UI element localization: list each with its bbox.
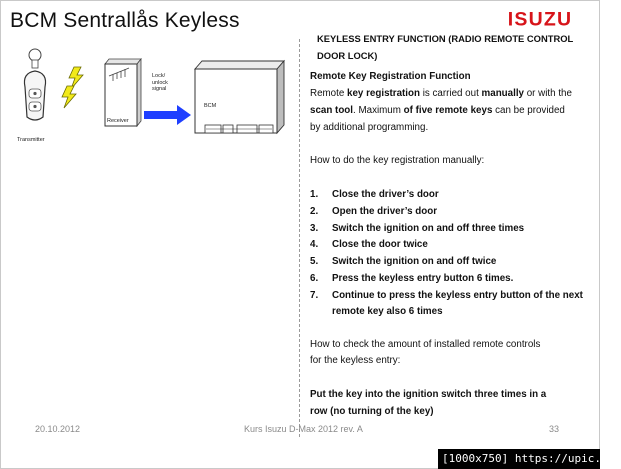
step-item: 1. Close the driver’s door (310, 189, 439, 200)
step-item: 6. Press the keyless entry button 6 times. (310, 273, 514, 284)
signal-label-line: signal (152, 86, 167, 93)
receiver-label: Receiver (107, 118, 129, 124)
heading-line: KEYLESS ENTRY FUNCTION (RADIO REMOTE CONTROL (317, 33, 574, 44)
key-fob-icon (24, 49, 45, 120)
check-line: How to check the amount of installed remote controls (310, 339, 541, 350)
signal-label-line: Lock/ (152, 73, 166, 79)
page-number: 33 (549, 424, 560, 434)
section-heading (317, 31, 593, 64)
column-divider (299, 39, 300, 437)
step-item: 4. Close the door twice (310, 239, 428, 250)
diagram-graphics (1, 41, 297, 161)
transmitter-label: Transmitter (17, 137, 45, 143)
subheading: Remote Key Registration Function (310, 71, 471, 82)
lightning-icon (62, 67, 83, 108)
system-diagram (1, 41, 297, 161)
logo-text: ISUZU (507, 8, 573, 31)
step-7-continuation: remote key also 6 times (332, 306, 443, 317)
watermark: [1000x750] https://upic.me/ (438, 449, 600, 469)
receiver-box (105, 59, 141, 126)
isuzu-logo (489, 8, 591, 31)
bcm-label: BCM (204, 103, 217, 109)
bcm-box (195, 61, 284, 133)
arrow-right-icon (144, 105, 191, 125)
check-line: for the keyless entry: (310, 355, 401, 366)
step-item: 3. Switch the ignition on and off three times (310, 223, 525, 234)
signal-label-line: unlock (152, 79, 168, 86)
para-line-2: scan tool. Maximum of five remote keys can be provided (310, 105, 565, 116)
step-item: 5. Switch the ignition on and off twice (310, 256, 497, 267)
final-instruction-line: row (no turning of the key) (310, 406, 434, 417)
signal-label (152, 73, 168, 93)
final-instruction-line: Put the key into the ignition switch three times in a (310, 389, 547, 400)
slide-title: BCM Sentrallås Keyless (10, 9, 240, 32)
para-line-3: by additional programming. (310, 122, 429, 133)
footer-course: Kurs Isuzu D-Max 2012 rev. A (244, 424, 363, 434)
manual-intro: How to do the key registration manually: (310, 155, 485, 166)
footer-date: 20.10.2012 (35, 424, 81, 434)
step-item: 7. Continue to press the keyless entry button of the next (310, 290, 583, 301)
para-line-1: Remote key registration is carried out manually or with the (310, 88, 572, 99)
heading-line: DOOR LOCK) (317, 49, 378, 61)
step-item: 2. Open the driver’s door (310, 206, 438, 217)
